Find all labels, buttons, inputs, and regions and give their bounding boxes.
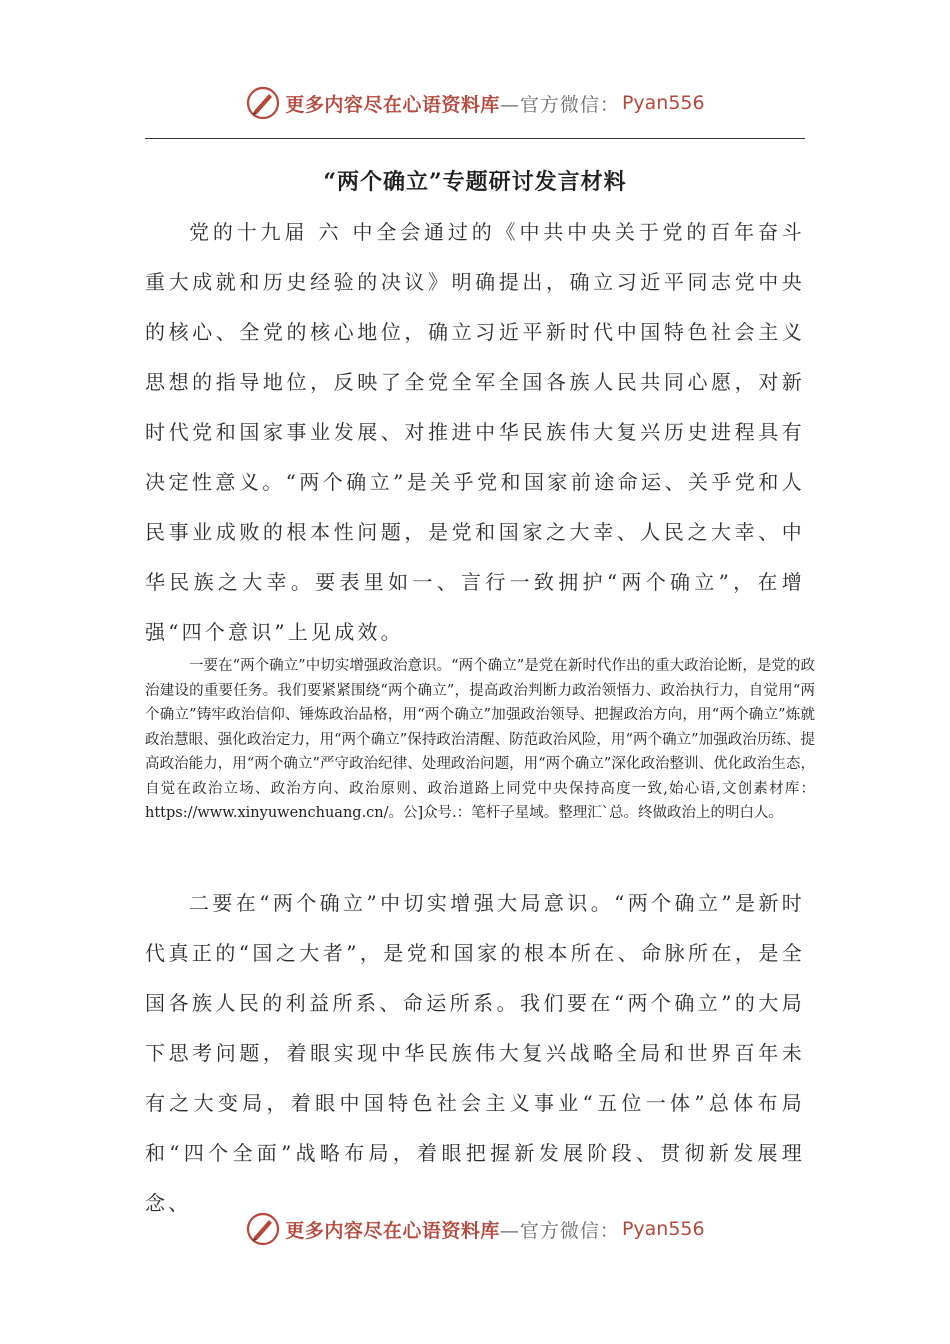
pen-logo-icon — [245, 85, 281, 121]
paragraph-2: 一要在“两个确立”中切实增强政治意识。“两个确立”是党在新时代作出的重大政治论断，是党的政治建设的重要任务。我们要紧紧围绕“两个确立”，提高政治判断力政治领悟力、政治执行力，自觉用“两个确立”铸牢政治信仰、锤炼政治品格，用“两个确立”加强政治领导、把握政治方向，用“两个确立”炼就政治慧眼、强化政治定力，用“两个确立”保持政治清醒、防范政治风险，用“两个确立”加强政治历练、提高政治能力，用“两个确立”严守政治纪律、处理政治问题，用“两个确立”深化政治整训、优化政治生态，自觉在政治立场、政治方向、政治原则、政治道路上同党中央保持高度一致,始心语,文创素材库：https://www.xinyuwenchuang.cn/。公]众号.：笔杆子星域。整理汇`总。终做政治上的明白人。 — [145, 658, 815, 821]
footer-wechat-id: Pyan556 — [621, 1218, 705, 1240]
footer-banner — [0, 1204, 950, 1254]
footer-main-text: 更多内容尽在心语资料库 — [285, 1219, 500, 1242]
header-divider — [145, 138, 805, 139]
header-banner — [0, 78, 950, 128]
footer-separator-text: —官方微信： — [499, 1219, 620, 1242]
paragraph-1: 党的十九届 六 中全会通过的《中共中央关于党的百年奋斗重大成就和历史经验的决议》明确提出，确立习近平同志党中央的核心、全党的核心地位，确立习近平新时代中国特色社会主义思想的指导地位，反映了全党全军全国各族人民共同心愿，对新时代党和国家事业发展、对推进中华民族伟大复兴历史进程具有决定性意义。“两个确立”是关乎党和国家前途命运、关乎党和人民事业成败的根本性问题，是党和国家之大幸、人民之大幸、中华民族之大幸。要表里如一、言行一致拥护“两个确立”，在增强“四个意识”上见成效。 — [145, 220, 805, 644]
header-wechat-id: Pyan556 — [621, 92, 705, 114]
header-separator-text: —官方微信： — [499, 93, 620, 116]
document-title: “两个确立”专题研讨发言材料 — [323, 169, 627, 195]
header-main-text: 更多内容尽在心语资料库 — [285, 93, 500, 116]
pen-logo-icon — [245, 1211, 281, 1247]
paragraph-3: 二要在“两个确立”中切实增强大局意识。“两个确立”是新时代真正的“国之大者”，是党和国家的根本所在、命脉所在，是全国各族人民的利益所系、命运所系。我们要在“两个确立”的大局下思考问题，着眼实现中华民族伟大复兴战略全局和世界百年未有之大变局，着眼中国特色社会主义事业“五位一体”总体布局和“四个全面”战略布局，着眼把握新发展阶段、贯彻新发展理念、 — [145, 891, 805, 1215]
